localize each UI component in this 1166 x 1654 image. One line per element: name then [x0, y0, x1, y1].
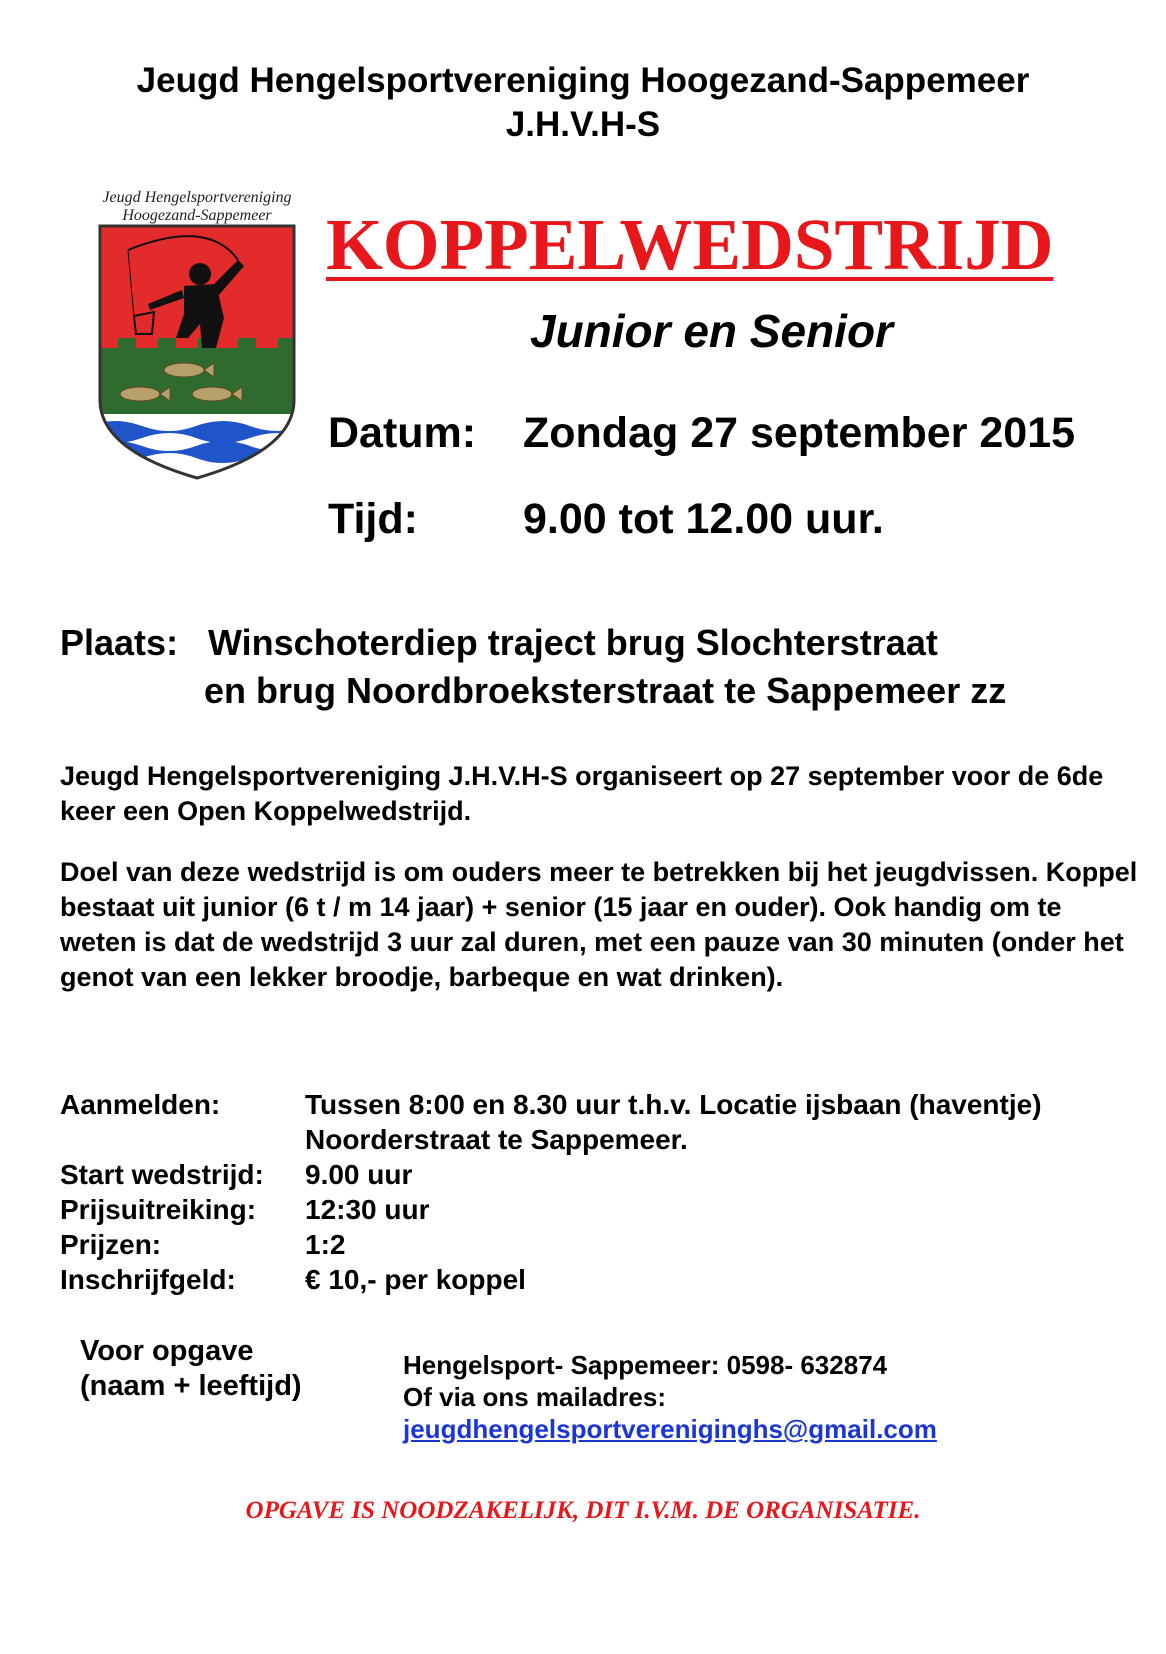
- signup-label-line2: (naam + leeftijd): [80, 1370, 302, 1402]
- fish-1: [164, 363, 204, 377]
- details-label: Prijzen:: [60, 1229, 162, 1260]
- event-title: KOPPELWEDSTRIJD: [326, 204, 1054, 285]
- header-abbreviation: J.H.V.H-S: [505, 105, 661, 144]
- details-value: 9.00 uur: [305, 1159, 413, 1190]
- shield-green-field: [88, 338, 306, 418]
- date-label: Datum:: [328, 409, 477, 457]
- details-row: [60, 1087, 1120, 1157]
- contact-block: [403, 1349, 937, 1445]
- time-value: 9.00 tot 12.00 uur.: [523, 495, 884, 543]
- location-line-1: Winschoterdiep traject brug Slochterstraat: [208, 622, 938, 663]
- signup-label: [80, 1334, 302, 1404]
- details-row: [60, 1262, 1120, 1297]
- goal-paragraph: Doel van deze wedstrijd is om ouders meer te betrekken bij het jeugdvissen. Koppel bestaat uit junior (6 t / m 14 jaar) + senior (15 jaar en ouder). Ook handig om te weten is dat de wedstrijd 3 uur zal duren, met een pauze van 30 minuten (onder het genot van een lekker broodje, barbeque en wat drinken).: [60, 857, 1138, 992]
- event-subtitle: Junior en Senior: [530, 305, 893, 357]
- details-value: 1:2: [305, 1229, 346, 1260]
- signup-label-line1: Voor opgave: [80, 1335, 254, 1367]
- details-row: [60, 1192, 1120, 1227]
- logo-caption-line2: Hoogezand-Sappemeer: [122, 207, 272, 224]
- header-title: Jeugd Hengelsportvereniging Hoogezand-Sappemeer: [136, 61, 1030, 100]
- date-value: Zondag 27 september 2015: [523, 409, 1076, 457]
- time-label: Tijd:: [328, 495, 418, 543]
- details-table: [60, 1087, 1120, 1297]
- footer-note: OPGAVE IS NOODZAKELIJK, DIT I.V.M. DE ORGANISATIE.: [245, 1497, 921, 1524]
- mail-intro: Of via ons mailadres:: [403, 1382, 666, 1412]
- details-label: Inschrijfgeld:: [60, 1264, 236, 1295]
- details-label: Start wedstrijd:: [60, 1159, 264, 1190]
- details-value: € 10,- per koppel: [305, 1264, 526, 1295]
- club-logo: [88, 188, 306, 488]
- phone-line: Hengelsport- Sappemeer: 0598- 632874: [403, 1350, 888, 1380]
- details-row: [60, 1227, 1120, 1262]
- details-value: Tussen 8:00 en 8.30 uur t.h.v. Locatie ijsbaan (haventje) Noorderstraat te Sappemeer.: [305, 1089, 1042, 1155]
- details-value: 12:30 uur: [305, 1194, 430, 1225]
- email-link[interactable]: jeugdhengelsportvereniginghs@gmail.com: [403, 1414, 937, 1444]
- logo-caption-line1: Jeugd Hengelsportvereniging: [102, 189, 292, 206]
- intro-paragraph: Jeugd Hengelsportvereniging J.H.V.H-S organiseert op 27 september voor de 6de keer een Open Koppelwedstrijd.: [60, 761, 1104, 826]
- details-label: Aanmelden:: [60, 1089, 221, 1120]
- location-label: Plaats:: [60, 622, 179, 663]
- fish-3: [192, 387, 232, 401]
- details-label: Prijsuitreiking:: [60, 1194, 257, 1225]
- location-line-2: en brug Noordbroeksterstraat te Sappemeer zz: [204, 670, 1007, 711]
- fish-2: [120, 387, 160, 401]
- details-row: [60, 1157, 1120, 1192]
